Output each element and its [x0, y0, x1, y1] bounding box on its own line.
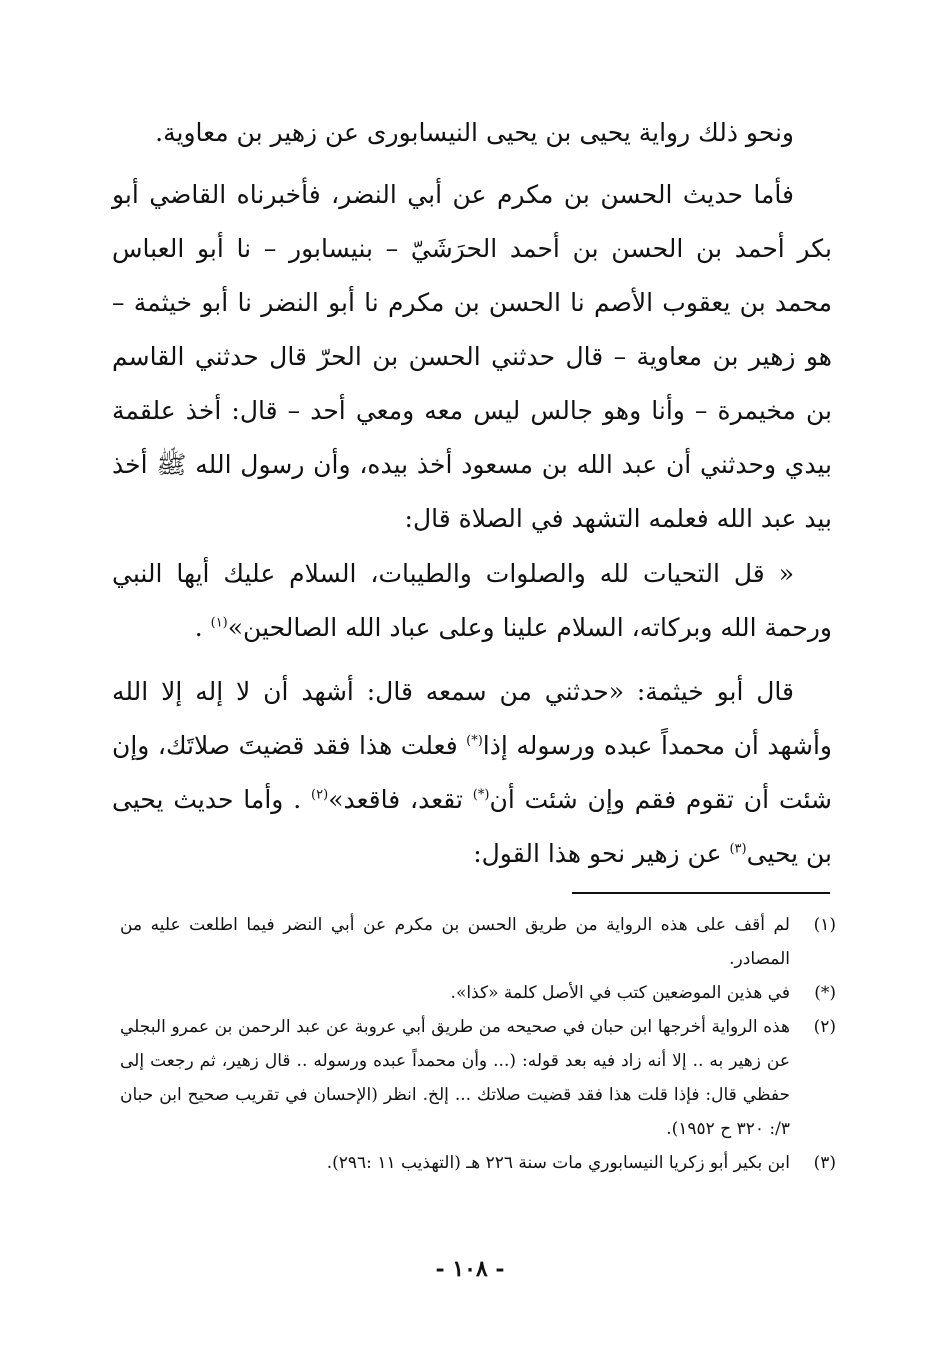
- footnote-ref-star-2[interactable]: (*): [472, 787, 490, 803]
- abu-khaythama-part-c: تقعد، فاقعد»: [328, 785, 473, 814]
- footnote-separator: [572, 892, 830, 894]
- footnote-1: [120, 908, 836, 976]
- footnote-mark: (٢): [813, 1017, 836, 1037]
- footnote-ref-1[interactable]: (١): [210, 615, 228, 631]
- page-number: - ١٠٨ -: [435, 1256, 505, 1282]
- footnote-2: [120, 1010, 836, 1146]
- opening-line: [112, 106, 832, 160]
- abu-khaythama-part-d: . وأما حديث يحيى بن يحيى: [112, 785, 832, 868]
- footnote-ref-2[interactable]: (٢): [311, 787, 329, 803]
- hasan-hadith-paragraph: [112, 168, 832, 546]
- abu-khaythama-paragraph: [112, 665, 832, 881]
- footnotes-section: [120, 908, 836, 1180]
- abu-khaythama-part-e: عن زهير نحو هذا القول:: [473, 839, 730, 868]
- tashahhud-quote-text: [112, 547, 832, 655]
- footnote-text: في هذين الموضعين كتب في الأصل كلمة «كذا».: [450, 983, 790, 1003]
- abu-khaythama-part-a: قال أبو خيثمة: «حدثني من سمعه قال: أشهد أن لا إله إلا الله وأشهد أن محمداً عبده ورسوله إذا: [112, 677, 832, 760]
- footnote-3: [120, 1146, 836, 1180]
- footnote-text: ابن بكير أبو زكريا النيسابوري مات سنة ٢٢٦ هـ (التهذيب ١١ :٢٩٦).: [326, 1153, 790, 1173]
- quote-end: .: [194, 613, 211, 642]
- footnote-ref-star-1[interactable]: (*): [466, 733, 483, 749]
- opening-line-text: ونحو ذلك رواية يحيى بن يحيى النيسابورى عن زهير بن معاوية.: [155, 118, 794, 147]
- abu-khaythama-part-b: فعلت هذا فقد قضيتَ صلاتَك، وإن شئت أن تقوم فقم وإن شئت أن: [112, 731, 833, 814]
- footnote-mark: (٣): [813, 1153, 836, 1173]
- quote-text: « قل التحيات لله والصلوات والطيبات، السلام عليك أيها النبي ورحمة الله وبركاته، السلام علينا وعلى عباد الله الصالحين»: [112, 559, 832, 642]
- footnote-ref-3[interactable]: (٣): [729, 841, 747, 857]
- footnote-mark: (*): [814, 983, 836, 1003]
- abu-khaythama-text: [112, 665, 832, 881]
- footnote-text: لم أقف على هذه الرواية من طريق الحسن بن مكرم عن أبي النضر فيما اطلعت عليه من المصادر.: [120, 915, 790, 969]
- footnote-star: [120, 976, 836, 1010]
- footnote-text: هذه الرواية أخرجها ابن حبان في صحيحه من طريق أبي عروبة عن عبد الرحمن بن عمرو البجلي عن زهير به .. إلا أنه زاد فيه بعد قوله: (... وأن محمداً عبده ورسوله .. قال زهير، ثم رجعت إلى حفظي قال: فإذا قلت هذا فقد قضيت صلاتك ... إلخ. انظر (الإحسان في تقريب صحيح ابن حبان ٣/: ٣٢٠ ح ١٩٥٢).: [120, 1017, 790, 1139]
- footnote-mark: (١): [813, 915, 836, 935]
- hasan-hadith-text: فأما حديث الحسن بن مكرم عن أبي النضر، فأخبرناه القاضي أبو بكر أحمد بن الحسن بن أحمد الحرَشَيّ – بنيسابور – نا أبو العباس محمد بن يعقوب الأصم نا الحسن بن مكرم نا أبو النضر نا أبو خيثمة – هو زهير بن معاوية – قال حدثني الحسن بن الحرّ قال حدثني القاسم بن مخيمرة – وأنا وهو جالس ليس معه ومعي أحد – قال: أخذ علقمة بيدي وحدثني أن عبد الله بن مسعود أخذ بيده، وأن رسول الله ﷺ أخذ بيد عبد الله فعلمه التشهد في الصلاة قال:: [112, 180, 832, 533]
- tashahhud-quote: [112, 547, 832, 655]
